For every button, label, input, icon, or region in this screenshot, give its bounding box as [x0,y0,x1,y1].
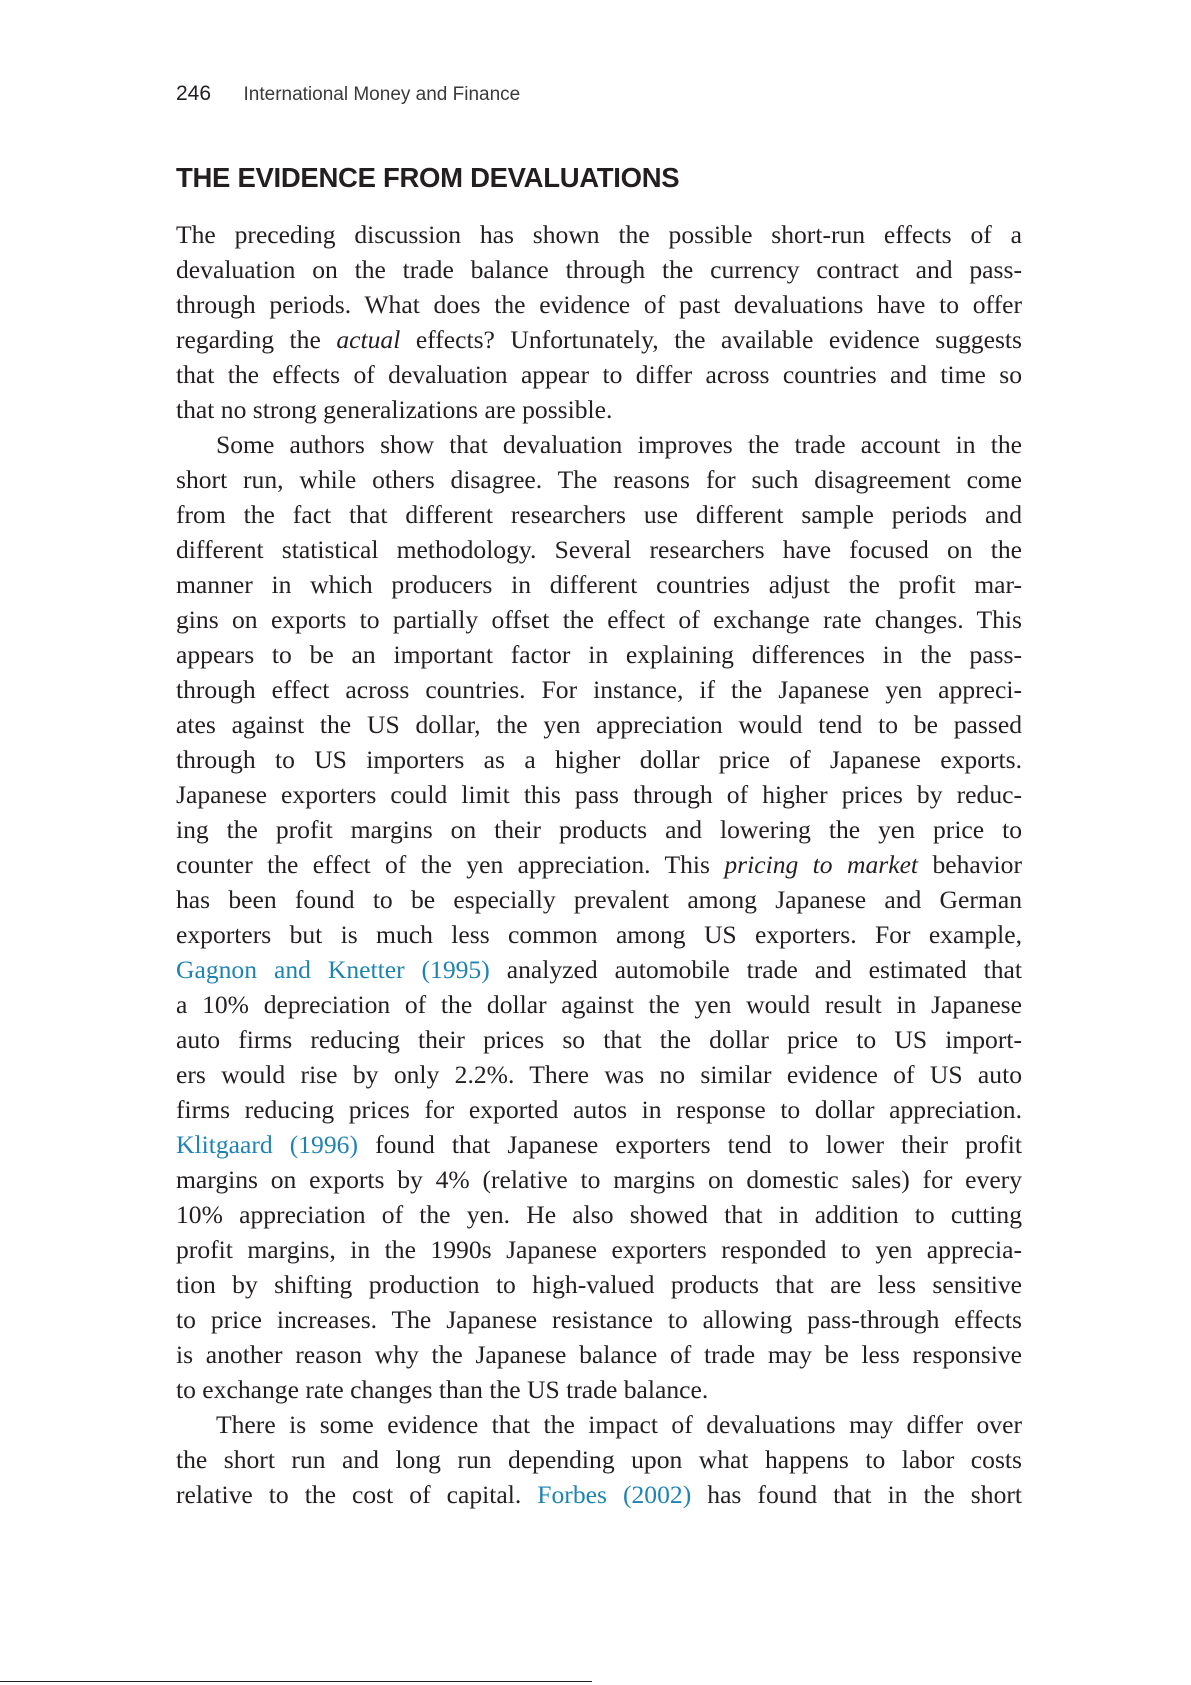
text-line: to exchange rate changes than the US trade balance. [176,1375,709,1404]
text-line: the short run and long run depending upon what happens to labor costs [176,1445,1022,1474]
book-title: International Money and Finance [243,84,521,105]
text-line: devaluation on the trade balance through the currency contract and pass- [176,255,1022,284]
text-line [176,322,1022,357]
text-line: different statistical methodology. Several researchers have focused on the [176,535,1022,564]
text-line: The preceding discussion has shown the possible short-run effects of a [176,220,1022,249]
text-line: has been found to be especially prevalent among Japanese and German [176,885,1022,914]
text-line: margins on exports by 4% (relative to margins on domestic sales) for every [176,1165,1022,1194]
emphasis-pricing-to-market: pricing to market [724,850,919,879]
text-line: through effect across countries. For instance, if the Japanese yen appreci- [176,675,1022,704]
citation-link-klitgaard[interactable]: Klitgaard (1996) [176,1130,358,1159]
text-run: analyzed automobile trade and estimated that [506,955,1023,984]
body-text [176,217,1022,1512]
text-run: behavior [932,850,1022,879]
text-line: Japanese exporters could limit this pass through of higher prices by reduc- [176,780,1022,809]
paragraph-2 [176,427,1022,1407]
text-line: There is some evidence that the impact of devaluations may differ over [216,1410,1022,1439]
text-line: exporters but is much less common among US exporters. For example, [176,920,1022,949]
text-line [176,847,1022,882]
text-line: manner in which producers in different countries adjust the profit mar- [176,570,1022,599]
text-line: through to US importers as a higher dollar price of Japanese exports. [176,745,1022,774]
running-head [176,82,520,106]
text-line: is another reason why the Japanese balance of trade may be less responsive [176,1340,1022,1369]
text-line: through periods. What does the evidence of past devaluations have to offer [176,290,1022,319]
text-run: effects? Unfortunately, the available evidence suggests [415,325,1022,354]
text-line: ers would rise by only 2.2%. There was no similar evidence of US auto [176,1060,1022,1089]
text-line [176,1477,1022,1512]
text-run: has found that in the short [707,1480,1022,1509]
text-run: found that Japanese exporters tend to lower their profit [375,1130,1022,1159]
text-line: 10% appreciation of the yen. He also showed that in addition to cutting [176,1200,1022,1229]
text-line: ates against the US dollar, the yen appreciation would tend to be passed [176,710,1022,739]
text-run: relative to the cost of capital. [176,1480,522,1509]
text-run: regarding the [176,325,321,354]
citation-link-gagnon-knetter[interactable]: Gagnon and Knetter (1995) [176,955,490,984]
text-line: from the fact that different researchers use different sample periods and [176,500,1022,529]
text-line: short run, while others disagree. The reasons for such disagreement come [176,465,1022,494]
paragraph-1 [176,217,1022,427]
text-line: gins on exports to partially offset the effect of exchange rate changes. This [176,605,1022,634]
text-line: ing the profit margins on their products and lowering the yen price to [176,815,1022,844]
text-line: appears to be an important factor in explaining differences in the pass- [176,640,1022,669]
text-line: auto firms reducing their prices so that the dollar price to US import- [176,1025,1022,1054]
bottom-rule [0,1681,592,1682]
text-line: profit margins, in the 1990s Japanese exporters responded to yen apprecia- [176,1235,1022,1264]
text-line [176,1127,1022,1162]
text-line: that the effects of devaluation appear to differ across countries and time so [176,360,1022,389]
paragraph-3 [176,1407,1022,1512]
text-run: counter the effect of the yen appreciation. This [176,850,710,879]
page-number: 246 [176,82,212,105]
text-line: that no strong generalizations are possible. [176,395,613,424]
text-line: firms reducing prices for exported autos in response to dollar appreciation. [176,1095,1022,1124]
citation-link-forbes[interactable]: Forbes (2002) [537,1480,692,1509]
text-line [176,952,1022,987]
text-line: tion by shifting production to high-valued products that are less sensitive [176,1270,1022,1299]
text-line: to price increases. The Japanese resistance to allowing pass-through effects [176,1305,1022,1334]
text-line: a 10% depreciation of the dollar against the yen would result in Japanese [176,990,1022,1019]
section-heading: THE EVIDENCE FROM DEVALUATIONS [176,162,680,193]
emphasis-actual: actual [336,325,401,354]
text-line: Some authors show that devaluation improves the trade account in the [216,430,1022,459]
